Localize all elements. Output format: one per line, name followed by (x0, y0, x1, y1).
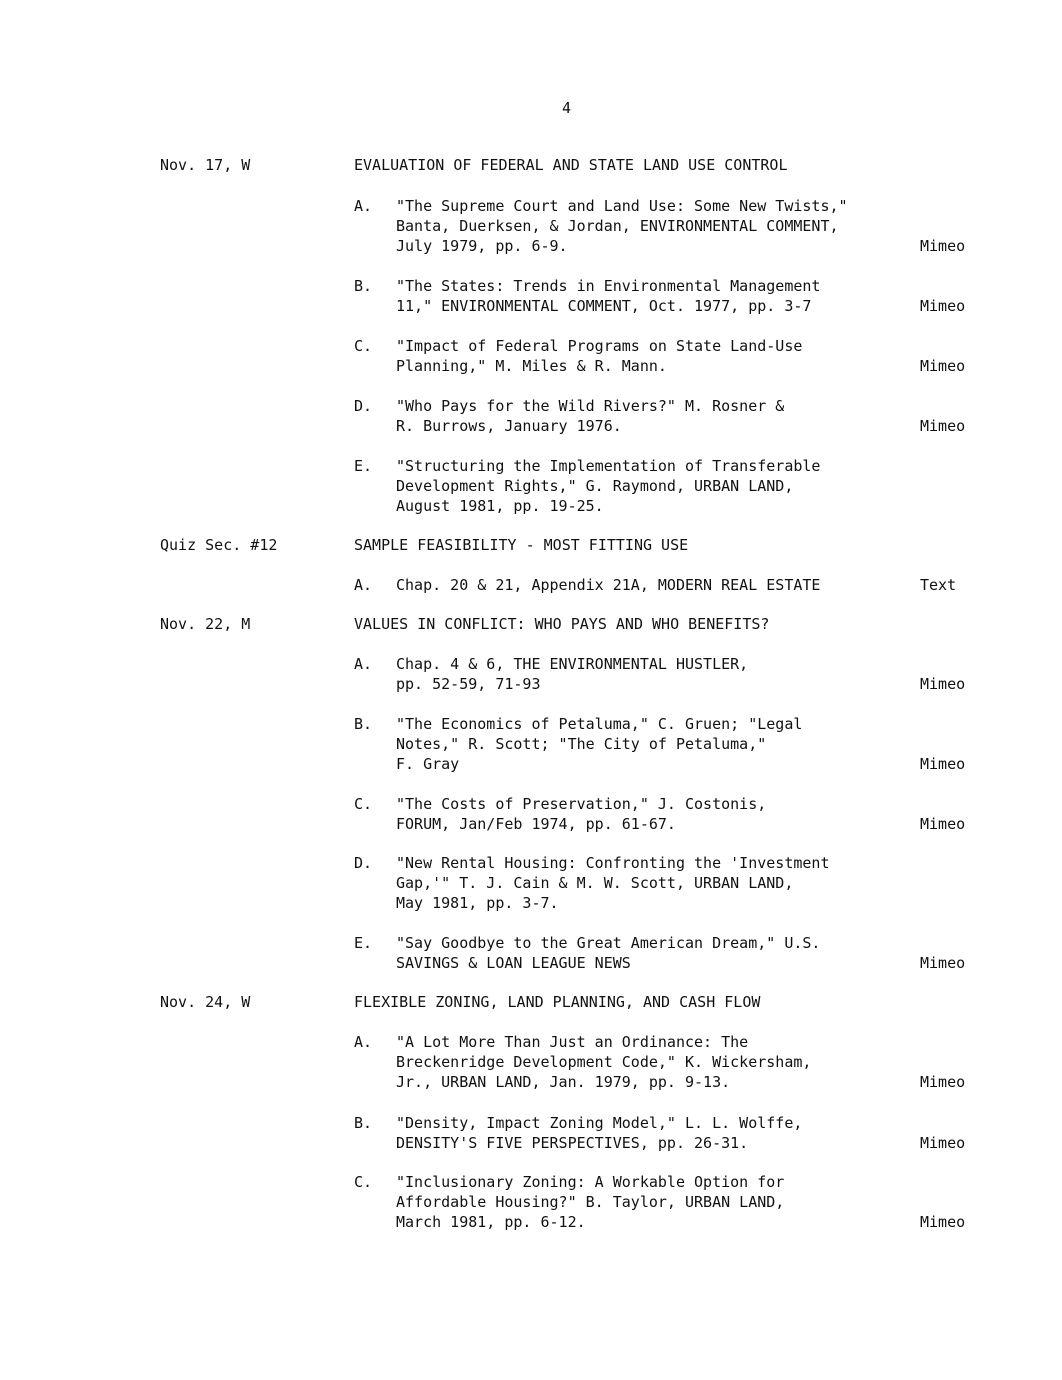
reading-item-line: Gap,'" T. J. Cain & M. W. Scott, URBAN LAND, (396, 874, 794, 892)
reading-item-letter: D. (354, 397, 373, 415)
reading-item-line: "The Costs of Preservation," J. Costonis, (396, 795, 767, 813)
reading-item-line: Planning," M. Miles & R. Mann. (396, 357, 667, 375)
page-number: 4 (562, 99, 572, 117)
reading-item-line: F. Gray (396, 755, 460, 773)
reading-source: Mimeo (920, 357, 966, 375)
reading-item-line: Banta, Duerksen, & Jordan, ENVIRONMENTAL COMMENT, (396, 217, 839, 235)
reading-item-line: "A Lot More Than Just an Ordinance: The (396, 1033, 749, 1051)
reading-item-line: "Inclusionary Zoning: A Workable Option for (396, 1173, 785, 1191)
session-heading: FLEXIBLE ZONING, LAND PLANNING, AND CASH FLOW (354, 993, 761, 1011)
reading-item-line: DENSITY'S FIVE PERSPECTIVES, pp. 26-31. (396, 1134, 749, 1152)
reading-item-line: "The States: Trends in Environmental Management (396, 277, 821, 295)
reading-item-line: "Density, Impact Zoning Model," L. L. Wolffe, (396, 1114, 803, 1132)
reading-item-line: Affordable Housing?" B. Taylor, URBAN LAND, (396, 1193, 785, 1211)
reading-item-letter: C. (354, 1173, 373, 1191)
reading-source: Text (920, 576, 957, 594)
session-heading: VALUES IN CONFLICT: WHO PAYS AND WHO BENEFITS? (354, 615, 770, 633)
session-date: Nov. 17, W (160, 156, 251, 174)
reading-item-letter: C. (354, 795, 373, 813)
reading-item-letter: E. (354, 934, 373, 952)
reading-item-line: Breckenridge Development Code," K. Wickersham, (396, 1053, 812, 1071)
reading-item-line: "The Supreme Court and Land Use: Some New Twists," (396, 197, 848, 215)
reading-item-line: "Who Pays for the Wild Rivers?" M. Rosner & (396, 397, 785, 415)
reading-item-line: March 1981, pp. 6-12. (396, 1213, 586, 1231)
reading-source: Mimeo (920, 815, 966, 833)
reading-item-letter: B. (354, 1114, 373, 1132)
reading-source: Mimeo (920, 954, 966, 972)
reading-item-line: May 1981, pp. 3-7. (396, 894, 559, 912)
reading-item-letter: A. (354, 576, 373, 594)
reading-source: Mimeo (920, 237, 966, 255)
session-date: Nov. 24, W (160, 993, 251, 1011)
reading-item-line: R. Burrows, January 1976. (396, 417, 622, 435)
reading-item-line: August 1981, pp. 19-25. (396, 497, 604, 515)
session-date: Nov. 22, M (160, 615, 251, 633)
reading-item-letter: A. (354, 197, 373, 215)
reading-item-line: Chap. 4 & 6, THE ENVIRONMENTAL HUSTLER, (396, 655, 749, 673)
reading-source: Mimeo (920, 297, 966, 315)
reading-item-line: FORUM, Jan/Feb 1974, pp. 61-67. (396, 815, 676, 833)
reading-item-line: Notes," R. Scott; "The City of Petaluma," (396, 735, 767, 753)
reading-item-letter: A. (354, 1033, 373, 1051)
reading-item-line: 11," ENVIRONMENTAL COMMENT, Oct. 1977, pp. 3-7 (396, 297, 812, 315)
reading-item-line: "Structuring the Implementation of Transferable (396, 457, 821, 475)
session-heading: SAMPLE FEASIBILITY - MOST FITTING USE (354, 536, 689, 554)
reading-item-letter: B. (354, 277, 373, 295)
reading-source: Mimeo (920, 1134, 966, 1152)
reading-item-line: Jr., URBAN LAND, Jan. 1979, pp. 9-13. (396, 1073, 731, 1091)
session-heading: EVALUATION OF FEDERAL AND STATE LAND USE CONTROL (354, 156, 788, 174)
reading-item-letter: C. (354, 337, 373, 355)
reading-item-letter: A. (354, 655, 373, 673)
reading-item-line: "The Economics of Petaluma," C. Gruen; "Legal (396, 715, 803, 733)
reading-item-line: Chap. 20 & 21, Appendix 21A, MODERN REAL ESTATE (396, 576, 821, 594)
session-date: Quiz Sec. #12 (160, 536, 278, 554)
reading-item-line: "New Rental Housing: Confronting the 'Investment (396, 854, 830, 872)
reading-source: Mimeo (920, 1073, 966, 1091)
reading-item-line: July 1979, pp. 6-9. (396, 237, 568, 255)
reading-source: Mimeo (920, 675, 966, 693)
reading-item-line: "Impact of Federal Programs on State Land-Use (396, 337, 803, 355)
reading-item-letter: D. (354, 854, 373, 872)
reading-source: Mimeo (920, 417, 966, 435)
reading-item-line: SAVINGS & LOAN LEAGUE NEWS (396, 954, 631, 972)
reading-item-letter: E. (354, 457, 373, 475)
reading-item-line: "Say Goodbye to the Great American Dream," U.S. (396, 934, 821, 952)
reading-source: Mimeo (920, 1213, 966, 1231)
reading-source: Mimeo (920, 755, 966, 773)
reading-item-line: Development Rights," G. Raymond, URBAN LAND, (396, 477, 794, 495)
reading-item-letter: B. (354, 715, 373, 733)
reading-item-line: pp. 52-59, 71-93 (396, 675, 541, 693)
